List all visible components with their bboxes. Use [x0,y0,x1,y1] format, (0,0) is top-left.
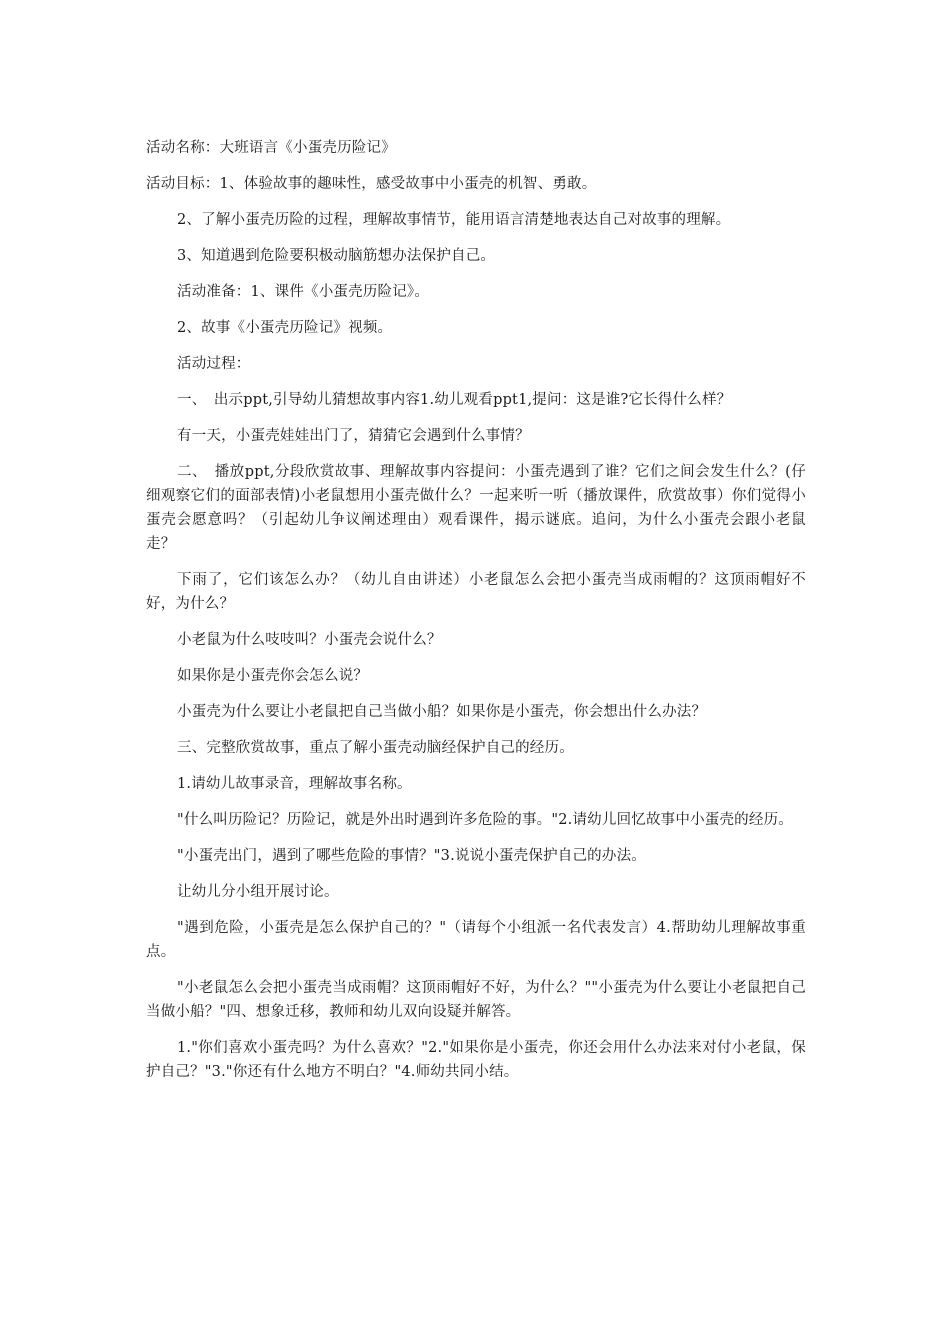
process-step-3-3: "小蛋壳出门，遇到了哪些危险的事情？"3.说说小蛋壳保护自己的办法。 [177,848,646,864]
process-step-3-4: "遇到危险，小蛋壳是怎么保护自己的？"（请每个小组派一名代表发言）4.帮助幼儿理解故事重点。 [146,920,806,960]
process-step-2-squeak: 小老鼠为什么吱吱叫？小蛋壳会说什么？ [177,632,442,648]
process-step-3-1: 1.请幼儿故事录音，理解故事名称。 [177,776,412,792]
process-step-2: 二、 播放ppt,分段欣赏故事、理解故事内容提问：小蛋壳遇到了谁？它们之间会发生什么？(仔细观察它们的面部表情)小老鼠想用小蛋壳做什么？一起来听一听（播放课件，欣赏故事）你们觉得小蛋壳会愿意吗？（引起幼儿争议阐述理由）观看课件，揭示谜底。追问，为什么小蛋壳会跟小老鼠走？ [146,464,806,552]
document-body [146,136,806,1096]
activity-prep-1: 活动准备：1、课件《小蛋壳历险记》。 [177,284,430,300]
process-step-1: 一、 出示ppt,引导幼儿猜想故事内容1.幼儿观看ppt1,提问：这是谁?它长得什么样？ [177,392,732,408]
process-step-3-discuss: 让幼儿分小组开展讨论。 [177,884,339,900]
process-step-2-rain: 下雨了，它们该怎么办？（幼儿自由讲述）小老鼠怎么会把小蛋壳当成雨帽的？这顶雨帽好不好，为什么？ [146,572,806,612]
activity-goal-2: 2、了解小蛋壳历险的过程，理解故事情节，能用语言清楚地表达自己对故事的理解。 [177,212,731,228]
process-step-3-2: "什么叫历险记？历险记，就是外出时遇到许多危险的事。"2.请幼儿回忆故事中小蛋壳的经历。 [177,812,793,828]
process-step-4-questions: 1."你们喜欢小蛋壳吗？为什么喜欢？"2."如果你是小蛋壳，你还会用什么办法来对付小老鼠，保护自己？"3."你还有什么地方不明白？"4.师幼共同小结。 [146,1040,806,1080]
activity-prep-2: 2、故事《小蛋壳历险记》视频。 [177,320,393,336]
activity-process-heading: 活动过程： [177,356,251,372]
activity-name: 活动名称：大班语言《小蛋壳历险记》 [146,140,396,156]
process-step-3: 三、完整欣赏故事，重点了解小蛋壳动脑经保护自己的经历。 [177,740,574,756]
process-step-1-question: 有一天，小蛋壳娃娃出门了，猜猜它会遇到什么事情？ [177,428,530,444]
process-step-2-boat: 小蛋壳为什么要让小老鼠把自己当做小船？如果你是小蛋壳，你会想出什么办法？ [177,704,707,720]
process-step-2-ifyou: 如果你是小蛋壳你会怎么说？ [177,668,369,684]
process-step-4: "小老鼠怎么会把小蛋壳当成雨帽？这顶雨帽好不好，为什么？""小蛋壳为什么要让小老鼠把自己当做小船？"四、想象迁移，教师和幼儿双向设疑并解答。 [146,980,806,1020]
activity-goal-3: 3、知道遇到危险要积极动脑筋想办法保护自己。 [177,248,496,264]
activity-goal-1: 活动目标：1、体验故事的趣味性，感受故事中小蛋壳的机智、勇敢。 [146,176,597,192]
